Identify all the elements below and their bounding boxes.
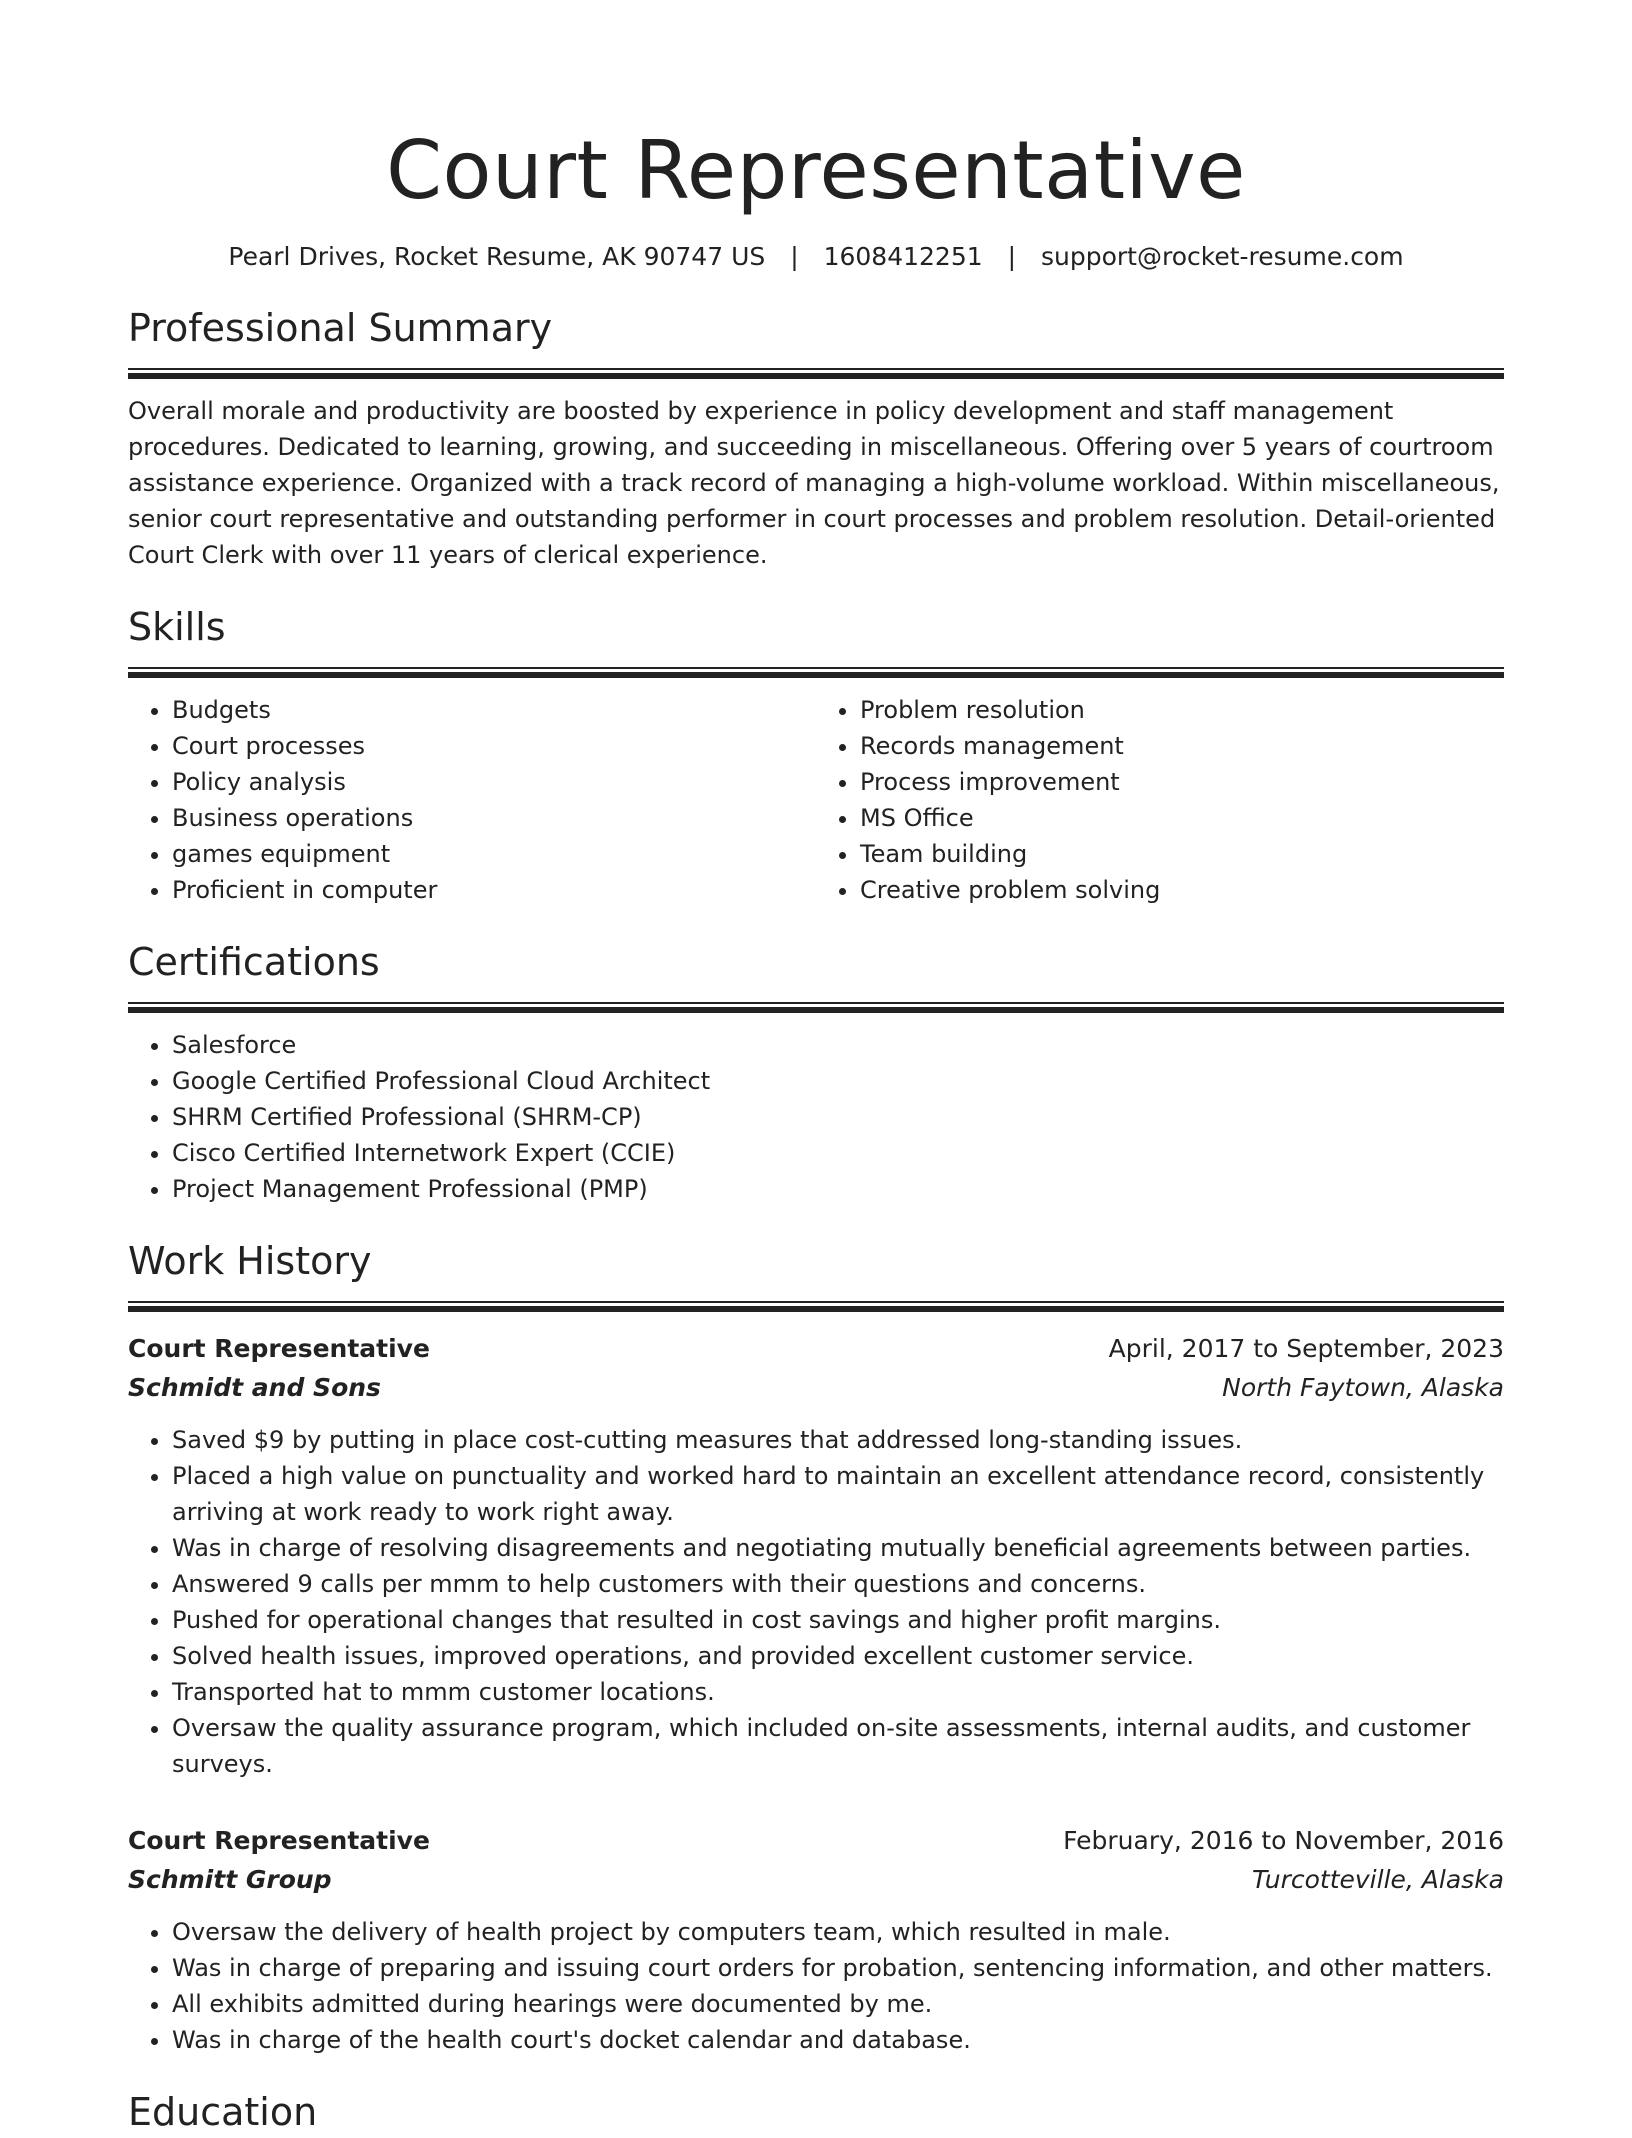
skill-item: • Court processes <box>172 728 816 764</box>
summary-title: Professional Summary <box>128 306 553 350</box>
certification-item: • Salesforce <box>172 1027 1504 1063</box>
skills-columns <box>128 678 1504 908</box>
job-entry <box>128 1330 1504 1782</box>
skill-item: • Budgets <box>172 692 816 728</box>
contact-separator: | <box>790 242 799 271</box>
certification-item: • Project Management Professional (PMP) <box>172 1171 1504 1207</box>
skill-item: • Policy analysis <box>172 764 816 800</box>
certifications-title: Certifications <box>128 940 380 984</box>
job-subheader <box>128 1860 1504 1900</box>
job-duty: • Was in charge of resolving disagreements and negotiating mutually beneficial agreements between parties. <box>172 1530 1504 1566</box>
job-title: Court Representative <box>128 1826 430 1855</box>
job-duties-list <box>128 1914 1504 2058</box>
job-duty: • Was in charge of the health court's docket calendar and database. <box>172 2022 1504 2058</box>
job-entry <box>128 1822 1504 2058</box>
job-header <box>128 1822 1504 1860</box>
education-section <box>128 2086 1504 2138</box>
job-duty: • Transported hat to mmm customer locations. <box>172 1674 1504 1710</box>
skill-item: • Records management <box>860 728 1504 764</box>
job-duties-list <box>128 1422 1504 1782</box>
skills-section <box>128 601 1504 908</box>
certifications-section <box>128 936 1504 1207</box>
job-duty: • All exhibits admitted during hearings were documented by me. <box>172 1986 1504 2022</box>
skill-item: • Problem resolution <box>860 692 1504 728</box>
skills-list-left <box>128 692 816 908</box>
job-duty: • Oversaw the delivery of health project by computers team, which resulted in male. <box>172 1914 1504 1950</box>
work-history-title: Work History <box>128 1239 372 1283</box>
job-duty: • Answered 9 calls per mmm to help customers with their questions and concerns. <box>172 1566 1504 1602</box>
job-subheader <box>128 1368 1504 1408</box>
skill-item: • Creative problem solving <box>860 872 1504 908</box>
section-divider <box>128 667 1504 678</box>
section-divider <box>128 1301 1504 1312</box>
section-divider <box>128 368 1504 379</box>
skill-item: • Proficient in computer <box>172 872 816 908</box>
contact-line <box>128 240 1504 274</box>
job-location: North Faytown, Alaska <box>1222 1373 1504 1402</box>
contact-address: Pearl Drives, Rocket Resume, AK 90747 US <box>228 242 766 271</box>
certifications-list <box>128 1027 1504 1207</box>
job-header <box>128 1330 1504 1368</box>
job-duty: • Pushed for operational changes that resulted in cost savings and higher profit margins. <box>172 1602 1504 1638</box>
skill-item: • MS Office <box>860 800 1504 836</box>
skill-item: • Team building <box>860 836 1504 872</box>
summary-section <box>128 302 1504 573</box>
job-company: Schmitt Group <box>128 1865 332 1894</box>
job-duty: • Was in charge of preparing and issuing court orders for probation, sentencing information, and other matters. <box>172 1950 1504 1986</box>
job-title: Court Representative <box>128 1334 430 1363</box>
job-duty: • Oversaw the quality assurance program, which included on-site assessments, internal audits, and customer surveys. <box>172 1710 1504 1782</box>
summary-text: Overall morale and productivity are boosted by experience in policy development and staff management procedures. Dedicated to learning, growing, and succeeding in miscellaneous. Offering over 5 years of courtroom assistance experience. Organized with a track record of managing a high-volume workload. Within miscellaneous, senior court representative and outstanding performer in court processes and problem resolution. Detail-oriented Court Clerk with over 11 years of clerical experience. <box>128 397 1500 569</box>
skill-item: • Business operations <box>172 800 816 836</box>
skills-list-right <box>816 692 1504 908</box>
work-history-section <box>128 1235 1504 2058</box>
job-duty: • Solved health issues, improved operations, and provided excellent customer service. <box>172 1638 1504 1674</box>
job-company: Schmidt and Sons <box>128 1373 381 1402</box>
job-dates: February, 2016 to November, 2016 <box>1063 1826 1504 1855</box>
job-dates: April, 2017 to September, 2023 <box>1108 1334 1504 1363</box>
contact-phone: 1608412251 <box>823 242 983 271</box>
certification-item: • Google Certified Professional Cloud Architect <box>172 1063 1504 1099</box>
skills-title: Skills <box>128 605 226 649</box>
contact-separator: | <box>1007 242 1017 271</box>
certification-item: • Cisco Certified Internetwork Expert (CCIE) <box>172 1135 1504 1171</box>
education-title: Education <box>128 2090 318 2134</box>
section-divider <box>128 1002 1504 1013</box>
skill-item: • games equipment <box>172 836 816 872</box>
contact-email: support@rocket-resume.com <box>1040 242 1404 271</box>
job-location: Turcotteville, Alaska <box>1251 1865 1504 1894</box>
resume-name: Court Representative <box>386 124 1246 217</box>
job-duty: • Saved $9 by putting in place cost-cutting measures that addressed long-standing issues. <box>172 1422 1504 1458</box>
skill-item: • Process improvement <box>860 764 1504 800</box>
certification-item: • SHRM Certified Professional (SHRM-CP) <box>172 1099 1504 1135</box>
job-duty: • Placed a high value on punctuality and worked hard to maintain an excellent attendance record, consistently arriving at work ready to work right away. <box>172 1458 1504 1530</box>
